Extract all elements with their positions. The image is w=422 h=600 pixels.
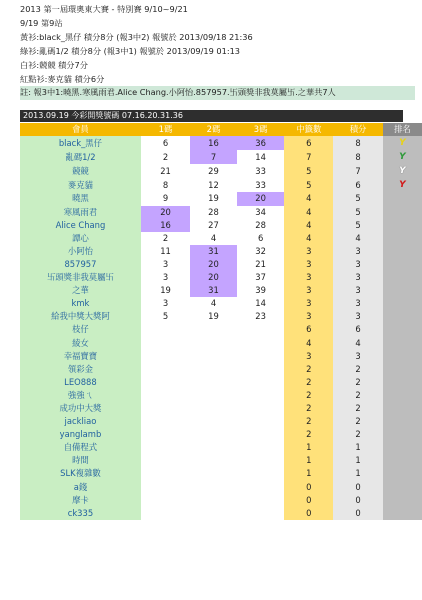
member-name: kmk (20, 297, 141, 310)
picked-number-3 (237, 494, 285, 507)
picked-number-1 (141, 402, 190, 415)
table-row (20, 297, 422, 310)
hit-count: 0 (284, 481, 333, 494)
yellow-shirt-line: 黃衫:black_黑仔 積分8分 (報3中2) 報號於 2013/09/18 21:36 (20, 31, 253, 42)
picked-number-2: 29 (190, 164, 237, 178)
rank-cell (383, 258, 422, 271)
rank-cell (383, 481, 422, 494)
member-name: 綾女 (20, 337, 141, 350)
score-value: 3 (333, 310, 383, 323)
picked-number-2: 4 (190, 297, 237, 310)
hit-count: 2 (284, 363, 333, 376)
hit-count: 1 (284, 441, 333, 454)
rank-cell (383, 507, 422, 520)
hit-count: 2 (284, 428, 333, 441)
rank-cell (383, 454, 422, 467)
picked-number-3 (237, 507, 285, 520)
picked-number-2: 20 (190, 258, 237, 271)
picked-number-3 (237, 467, 285, 480)
white-trophy-icon: Y (399, 166, 406, 177)
score-value: 1 (333, 467, 383, 480)
table-row (20, 337, 422, 350)
picked-number-3 (237, 389, 285, 402)
member-name: 亂碼1/2 (20, 150, 141, 164)
score-value: 3 (333, 297, 383, 310)
rank-cell (383, 206, 422, 219)
red-trophy-icon: Y (399, 180, 406, 191)
score-value: 6 (333, 178, 383, 192)
picked-number-1: 19 (141, 284, 190, 297)
table-row (20, 507, 422, 520)
picked-number-2 (190, 376, 237, 389)
picked-number-3: 28 (237, 219, 285, 232)
member-name: 譚心 (20, 232, 141, 245)
member-name: 競競 (20, 164, 141, 178)
score-value: 5 (333, 192, 383, 205)
hit-count: 7 (284, 150, 333, 164)
rank-cell (383, 363, 422, 376)
picked-number-1: 5 (141, 310, 190, 323)
score-value: 3 (333, 350, 383, 363)
table-row (20, 323, 422, 336)
picked-number-2 (190, 494, 237, 507)
rank-cell (383, 297, 422, 310)
hit-count: 4 (284, 232, 333, 245)
table-row (20, 219, 422, 232)
picked-number-3 (237, 376, 285, 389)
picked-number-2 (190, 467, 237, 480)
table-row (20, 206, 422, 219)
picked-number-1: 3 (141, 271, 190, 284)
picked-number-3: 33 (237, 178, 285, 192)
rank-cell (383, 376, 422, 389)
member-name: 摩卡 (20, 494, 141, 507)
score-value: 2 (333, 428, 383, 441)
hit-count: 1 (284, 454, 333, 467)
picked-number-3: 34 (237, 206, 285, 219)
member-name: 時間 (20, 454, 141, 467)
picked-number-2 (190, 402, 237, 415)
picked-number-1: 2 (141, 150, 190, 164)
rank-cell (383, 232, 422, 245)
table-row (20, 376, 422, 389)
picked-number-3: 36 (237, 136, 285, 150)
rank-cell (383, 310, 422, 323)
rank-cell (383, 467, 422, 480)
table-row (20, 178, 422, 192)
picked-number-3: 14 (237, 150, 285, 164)
page-header (20, 3, 415, 100)
rank-cell (383, 494, 422, 507)
table-header-row (20, 123, 422, 136)
header-num1: 1碼 (141, 123, 190, 136)
hit-count: 5 (284, 164, 333, 178)
picked-number-1 (141, 389, 190, 402)
member-name: 卐頭獎非我莫屬卐 (20, 271, 141, 284)
picked-number-3: 23 (237, 310, 285, 323)
red-dot-shirt-line: 紅點衫:麥克貓 積分6分 (20, 73, 105, 84)
picked-number-2 (190, 363, 237, 376)
member-name: a錢 (20, 481, 141, 494)
hit-count: 6 (284, 323, 333, 336)
picked-number-1 (141, 441, 190, 454)
member-name: 之華 (20, 284, 141, 297)
table-row (20, 258, 422, 271)
picked-number-1 (141, 363, 190, 376)
table-row (20, 150, 422, 164)
picked-number-1 (141, 428, 190, 441)
picked-number-1: 20 (141, 206, 190, 219)
score-value: 3 (333, 284, 383, 297)
picked-number-3 (237, 454, 285, 467)
header-hits: 中籤數 (284, 123, 333, 136)
hit-count: 2 (284, 389, 333, 402)
score-value: 4 (333, 232, 383, 245)
rank-cell (383, 402, 422, 415)
table-row (20, 363, 422, 376)
header-num2: 2碼 (190, 123, 237, 136)
results-table (20, 123, 422, 520)
picked-number-2: 31 (190, 284, 237, 297)
picked-number-3 (237, 337, 285, 350)
member-name: SLK複雜數 (20, 467, 141, 480)
hit-count: 0 (284, 507, 333, 520)
green-trophy-icon: Y (399, 152, 406, 163)
score-value: 4 (333, 337, 383, 350)
rank-cell (383, 192, 422, 205)
score-value: 0 (333, 494, 383, 507)
picked-number-2 (190, 507, 237, 520)
member-name: yanglamb (20, 428, 141, 441)
table-row (20, 192, 422, 205)
picked-number-3: 33 (237, 164, 285, 178)
picked-number-1: 3 (141, 258, 190, 271)
hit-count: 4 (284, 192, 333, 205)
rank-cell (383, 441, 422, 454)
table-row (20, 310, 422, 323)
table-row (20, 494, 422, 507)
picked-number-1: 11 (141, 245, 190, 258)
picked-number-3 (237, 428, 285, 441)
hit-count: 2 (284, 402, 333, 415)
table-row (20, 389, 422, 402)
table-body (20, 136, 422, 520)
score-value: 3 (333, 258, 383, 271)
rank-cell (383, 284, 422, 297)
member-name: 給我中獎大獎阿 (20, 310, 141, 323)
member-name: 幸福寶寶 (20, 350, 141, 363)
member-name: LEO888 (20, 376, 141, 389)
picked-number-1 (141, 481, 190, 494)
picked-number-2: 12 (190, 178, 237, 192)
table-row (20, 164, 422, 178)
hit-count: 1 (284, 467, 333, 480)
score-value: 1 (333, 454, 383, 467)
hit-count: 3 (284, 310, 333, 323)
score-value: 3 (333, 245, 383, 258)
member-name: Alice Chang (20, 219, 141, 232)
member-name: jackliao (20, 415, 141, 428)
hit-count: 4 (284, 206, 333, 219)
picked-number-3 (237, 415, 285, 428)
picked-number-1 (141, 337, 190, 350)
table-row (20, 441, 422, 454)
rank-cell (383, 136, 422, 150)
picked-number-2 (190, 337, 237, 350)
hit-count: 0 (284, 494, 333, 507)
member-name: 寒風雨君 (20, 206, 141, 219)
score-value: 5 (333, 206, 383, 219)
score-value: 2 (333, 415, 383, 428)
rank-cell (383, 164, 422, 178)
picked-number-1 (141, 467, 190, 480)
picked-number-1 (141, 454, 190, 467)
hit-count: 6 (284, 136, 333, 150)
score-value: 1 (333, 441, 383, 454)
member-name: 枝仔 (20, 323, 141, 336)
picked-number-2: 20 (190, 271, 237, 284)
picked-number-2: 4 (190, 232, 237, 245)
table-row (20, 415, 422, 428)
table-row (20, 136, 422, 150)
picked-number-3 (237, 363, 285, 376)
picked-number-1: 3 (141, 297, 190, 310)
table-row (20, 284, 422, 297)
picked-number-3 (237, 402, 285, 415)
member-name: black_黑仔 (20, 136, 141, 150)
picked-number-2 (190, 350, 237, 363)
picked-number-2 (190, 454, 237, 467)
green-shirt-line: 綠衫:亂碼1/2 積分8分 (報3中1) 報號於 2013/09/19 01:13 (20, 45, 240, 56)
picked-number-1: 2 (141, 232, 190, 245)
hit-count: 4 (284, 337, 333, 350)
table-row (20, 245, 422, 258)
score-value: 8 (333, 150, 383, 164)
header-num3: 3碼 (237, 123, 285, 136)
hit-count: 3 (284, 271, 333, 284)
picked-number-3 (237, 323, 285, 336)
rank-cell (383, 271, 422, 284)
header-member: 會員 (20, 123, 141, 136)
picked-number-2: 31 (190, 245, 237, 258)
score-value: 2 (333, 389, 383, 402)
score-value: 6 (333, 323, 383, 336)
picked-number-1: 16 (141, 219, 190, 232)
rank-cell (383, 219, 422, 232)
hit-count: 3 (284, 284, 333, 297)
picked-number-2: 16 (190, 136, 237, 150)
score-value: 0 (333, 481, 383, 494)
picked-number-1 (141, 350, 190, 363)
score-value: 0 (333, 507, 383, 520)
picked-number-1: 9 (141, 192, 190, 205)
picked-number-1 (141, 376, 190, 389)
picked-number-2: 19 (190, 310, 237, 323)
picked-number-2: 19 (190, 192, 237, 205)
member-name: 857957 (20, 258, 141, 271)
table-row (20, 232, 422, 245)
hit-count: 4 (284, 219, 333, 232)
picked-number-2: 28 (190, 206, 237, 219)
picked-number-2: 7 (190, 150, 237, 164)
picked-number-3: 32 (237, 245, 285, 258)
score-value: 2 (333, 402, 383, 415)
member-name: 小阿怡 (20, 245, 141, 258)
picked-number-3 (237, 441, 285, 454)
picked-number-3 (237, 350, 285, 363)
score-value: 3 (333, 271, 383, 284)
header-score: 積分 (333, 123, 383, 136)
note-line: 註: 報3中1:曉黑.寒風雨君.Alice Chang.小阿怡.857957.卐頭獎非我莫屬卐.之華共7人 (20, 86, 415, 100)
table-row (20, 350, 422, 363)
white-shirt-line: 白衫:競競 積分7分 (20, 59, 88, 70)
header-rank: 排名 (383, 123, 422, 136)
table-row (20, 481, 422, 494)
picked-number-2: 27 (190, 219, 237, 232)
member-name: 曉黑 (20, 192, 141, 205)
picked-number-1: 6 (141, 136, 190, 150)
rank-cell (383, 150, 422, 164)
rank-cell (383, 389, 422, 402)
score-value: 8 (333, 136, 383, 150)
picked-number-1 (141, 323, 190, 336)
draw-result-bar: 2013.09.19 今彩開獎號碼 07.16.20.31.36 (20, 110, 403, 122)
picked-number-2 (190, 441, 237, 454)
page-title: 2013 第一屆環奧東大賽 - 特別賽 9/10~9/21 (20, 4, 188, 14)
hit-count: 3 (284, 350, 333, 363)
hit-count: 2 (284, 376, 333, 389)
table-row (20, 271, 422, 284)
picked-number-1 (141, 507, 190, 520)
hit-count: 3 (284, 258, 333, 271)
member-name: 領彩金 (20, 363, 141, 376)
table-row (20, 467, 422, 480)
hit-count: 2 (284, 415, 333, 428)
hit-count: 5 (284, 178, 333, 192)
rank-cell (383, 428, 422, 441)
rank-cell (383, 337, 422, 350)
member-name: 自備程式 (20, 441, 141, 454)
hit-count: 3 (284, 245, 333, 258)
rank-cell (383, 178, 422, 192)
rank-cell (383, 323, 422, 336)
picked-number-2 (190, 428, 237, 441)
picked-number-2 (190, 481, 237, 494)
picked-number-1: 21 (141, 164, 190, 178)
picked-number-3: 14 (237, 297, 285, 310)
picked-number-3: 37 (237, 271, 285, 284)
table-row (20, 428, 422, 441)
member-name: 麥克貓 (20, 178, 141, 192)
picked-number-3: 21 (237, 258, 285, 271)
yellow-trophy-icon: Y (399, 138, 406, 149)
member-name: 成功中大獎 (20, 402, 141, 415)
rank-cell (383, 415, 422, 428)
stage-label: 9/19 第9站 (20, 17, 63, 28)
rank-cell (383, 245, 422, 258)
score-value: 7 (333, 164, 383, 178)
picked-number-1 (141, 415, 190, 428)
score-value: 2 (333, 363, 383, 376)
picked-number-1: 8 (141, 178, 190, 192)
score-value: 5 (333, 219, 383, 232)
picked-number-2 (190, 415, 237, 428)
hit-count: 3 (284, 297, 333, 310)
score-value: 2 (333, 376, 383, 389)
picked-number-3: 6 (237, 232, 285, 245)
picked-number-3: 39 (237, 284, 285, 297)
picked-number-1 (141, 494, 190, 507)
picked-number-3: 20 (237, 192, 285, 205)
member-name: 強強ㄟ (20, 389, 141, 402)
member-name: ck335 (20, 507, 141, 520)
table-row (20, 454, 422, 467)
rank-cell (383, 350, 422, 363)
picked-number-3 (237, 481, 285, 494)
picked-number-2 (190, 323, 237, 336)
table-row (20, 402, 422, 415)
picked-number-2 (190, 389, 237, 402)
